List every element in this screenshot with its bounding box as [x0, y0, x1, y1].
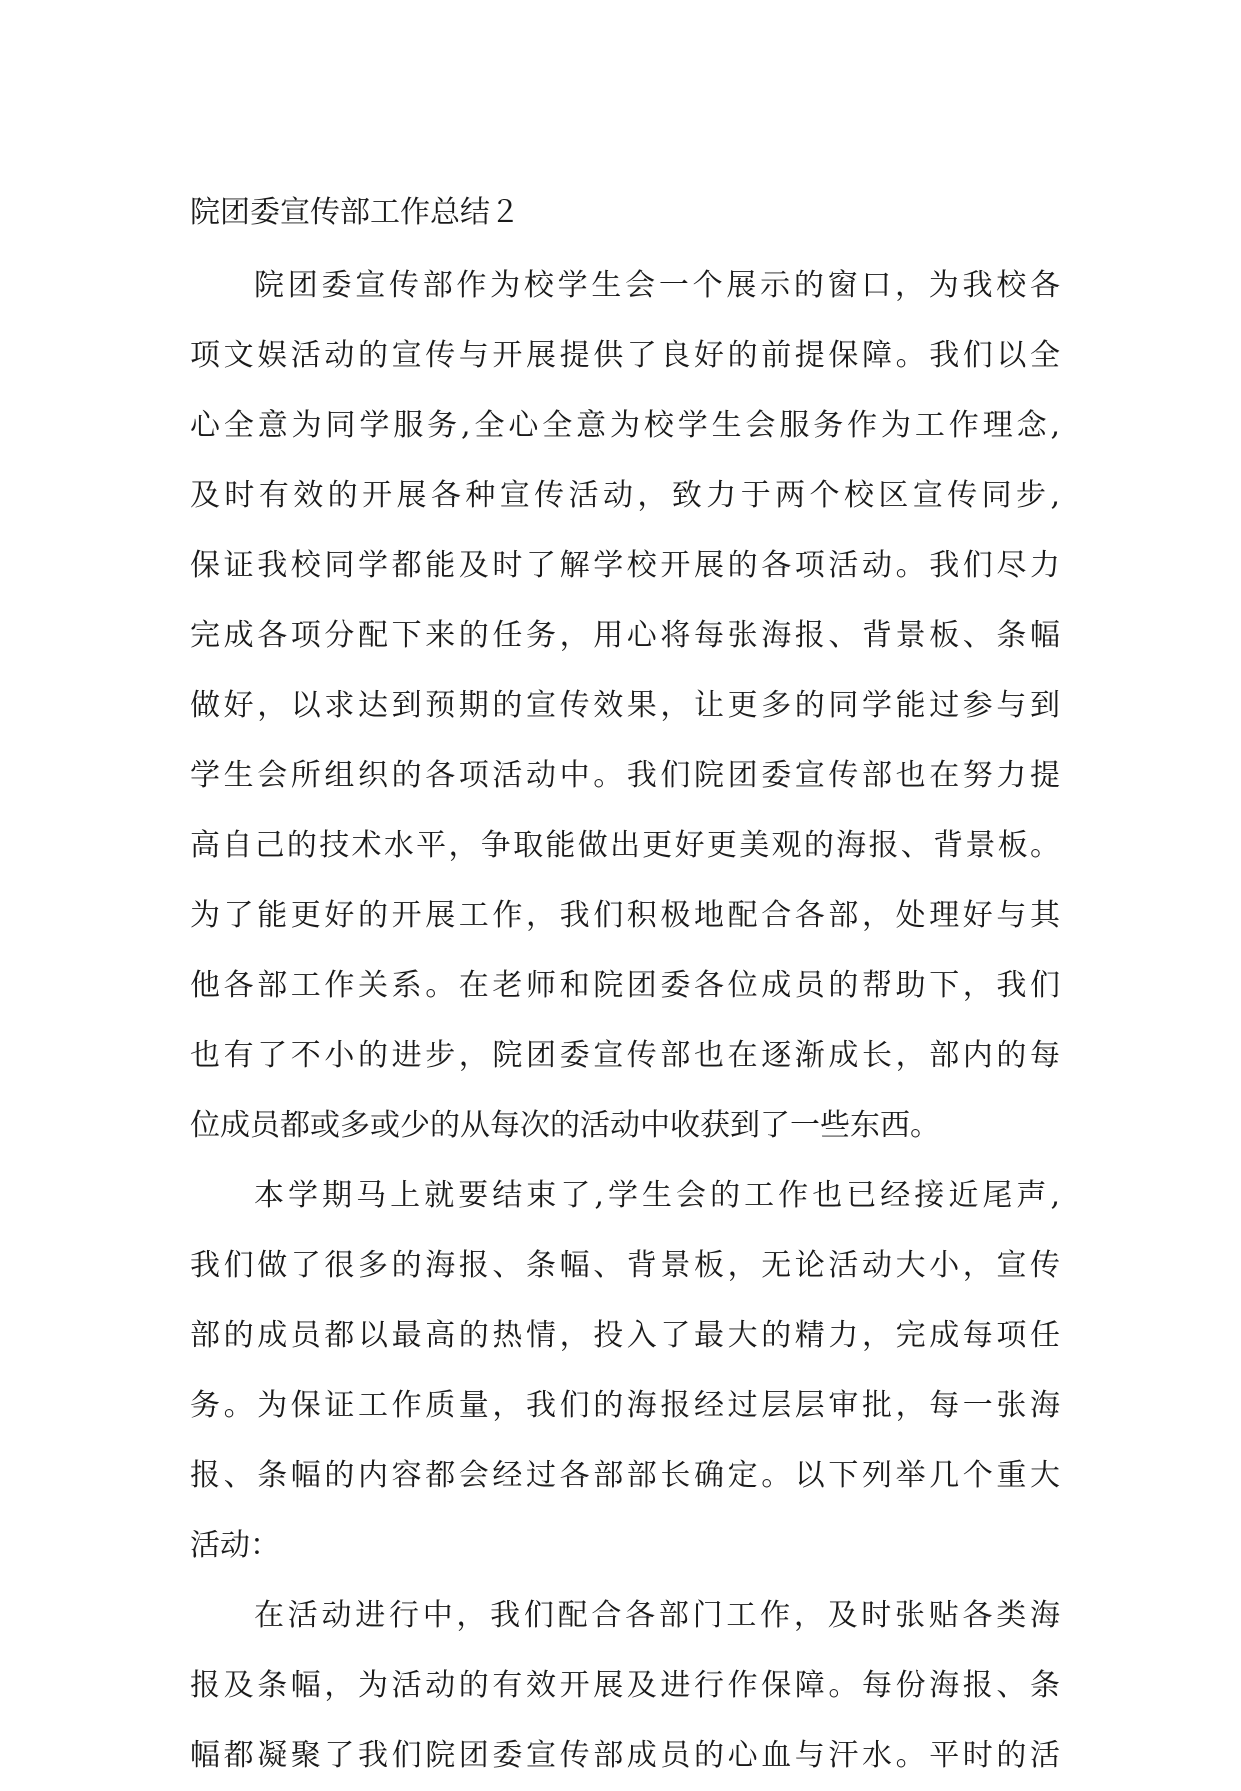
document-body [190, 185, 1060, 1791]
paragraph-line: 也有了不小的进步，院团委宣传部也在逐渐成长，部内的每 [190, 1038, 1060, 1073]
paragraph-line: 项文娱活动的宣传与开展提供了良好的前提保障。我们以全 [190, 338, 1060, 373]
paragraph-line: 做好，以求达到预期的宣传效果，让更多的同学能过参与到 [190, 688, 1060, 723]
paragraph-line: 保证我校同学都能及时了解学校开展的各项活动。我们尽力 [190, 548, 1060, 583]
paragraph-line: 他各部工作关系。在老师和院团委各位成员的帮助下，我们 [190, 968, 1060, 1003]
paragraph-line: 位成员都或多或少的从每次的活动中收获到了一些东西。 [190, 1108, 940, 1143]
paragraph-line: 报、条幅的内容都会经过各部部长确定。以下列举几个重大 [190, 1458, 1060, 1493]
paragraph-line: 本学期马上就要结束了,学生会的工作也已经接近尾声, [254, 1178, 1060, 1213]
paragraph-line: 我们做了很多的海报、条幅、背景板，无论活动大小，宣传 [190, 1248, 1060, 1283]
paragraph-line: 院团委宣传部作为校学生会一个展示的窗口，为我校各 [254, 268, 1060, 303]
paragraph-line: 报及条幅，为活动的有效开展及进行作保障。每份海报、条 [190, 1668, 1060, 1703]
paragraph-line: 活动： [190, 1528, 280, 1563]
paragraph-line: 务。为保证工作质量，我们的海报经过层层审批，每一张海 [190, 1388, 1060, 1423]
paragraph-line: 幅都凝聚了我们院团委宣传部成员的心血与汗水。平时的活 [190, 1738, 1060, 1773]
paragraph-line: 在活动进行中，我们配合各部门工作，及时张贴各类海 [254, 1598, 1060, 1633]
paragraph-line: 及时有效的开展各种宣传活动，致力于两个校区宣传同步, [190, 478, 1060, 513]
paragraph-1 [190, 251, 1060, 1161]
paragraph-3 [190, 1581, 1060, 1791]
paragraph-line: 完成各项分配下来的任务，用心将每张海报、背景板、条幅 [190, 618, 1060, 653]
document-title: 院团委宣传部工作总结２ [190, 195, 520, 230]
paragraph-2 [190, 1161, 1060, 1581]
paragraph-line: 学生会所组织的各项活动中。我们院团委宣传部也在努力提 [190, 758, 1060, 793]
paragraph-line: 高自己的技术水平，争取能做出更好更美观的海报、背景板。 [190, 828, 1060, 863]
paragraph-line: 部的成员都以最高的热情，投入了最大的精力，完成每项任 [190, 1318, 1060, 1353]
paragraph-line: 心全意为同学服务,全心全意为校学生会服务作为工作理念, [190, 408, 1060, 443]
paragraph-line: 为了能更好的开展工作，我们积极地配合各部，处理好与其 [190, 898, 1060, 933]
